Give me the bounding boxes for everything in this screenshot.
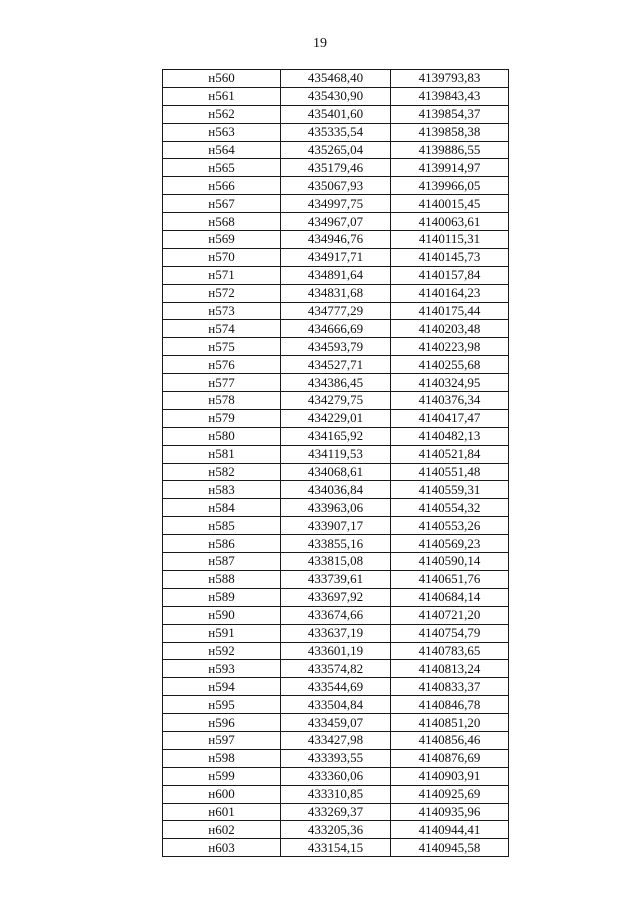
y-coordinate-cell: 4140521,84 xyxy=(391,445,509,463)
table-row xyxy=(163,553,509,571)
x-coordinate-cell: 433459,07 xyxy=(281,714,391,732)
x-coordinate-cell: 434279,75 xyxy=(281,392,391,410)
x-coordinate-cell: 434119,53 xyxy=(281,445,391,463)
point-id-cell: н592 xyxy=(163,642,281,660)
y-coordinate-cell: 4140164,23 xyxy=(391,284,509,302)
y-coordinate-cell: 4140590,14 xyxy=(391,553,509,571)
point-id-cell: н580 xyxy=(163,427,281,445)
x-coordinate-cell: 434666,69 xyxy=(281,320,391,338)
y-coordinate-cell: 4139793,83 xyxy=(391,70,509,88)
table-row xyxy=(163,266,509,284)
y-coordinate-cell: 4140203,48 xyxy=(391,320,509,338)
x-coordinate-cell: 433637,19 xyxy=(281,624,391,642)
table-row xyxy=(163,588,509,606)
table-row xyxy=(163,248,509,266)
table-row xyxy=(163,731,509,749)
y-coordinate-cell: 4140851,20 xyxy=(391,714,509,732)
y-coordinate-cell: 4140684,14 xyxy=(391,588,509,606)
point-id-cell: н573 xyxy=(163,302,281,320)
x-coordinate-cell: 434593,79 xyxy=(281,338,391,356)
point-id-cell: н603 xyxy=(163,839,281,857)
x-coordinate-cell: 434386,45 xyxy=(281,374,391,392)
table-row xyxy=(163,356,509,374)
y-coordinate-cell: 4140324,95 xyxy=(391,374,509,392)
table-row xyxy=(163,481,509,499)
x-coordinate-cell: 434527,71 xyxy=(281,356,391,374)
table-row xyxy=(163,445,509,463)
point-id-cell: н599 xyxy=(163,767,281,785)
y-coordinate-cell: 4140856,46 xyxy=(391,731,509,749)
point-id-cell: н571 xyxy=(163,266,281,284)
x-coordinate-cell: 433154,15 xyxy=(281,839,391,857)
x-coordinate-cell: 435265,04 xyxy=(281,141,391,159)
y-coordinate-cell: 4140554,32 xyxy=(391,499,509,517)
y-coordinate-cell: 4140157,84 xyxy=(391,266,509,284)
y-coordinate-cell: 4140846,78 xyxy=(391,696,509,714)
point-id-cell: н584 xyxy=(163,499,281,517)
y-coordinate-cell: 4140721,20 xyxy=(391,606,509,624)
x-coordinate-cell: 433269,37 xyxy=(281,803,391,821)
page-number: 19 xyxy=(313,36,327,51)
y-coordinate-cell: 4140903,91 xyxy=(391,767,509,785)
y-coordinate-cell: 4140417,47 xyxy=(391,409,509,427)
point-id-cell: н583 xyxy=(163,481,281,499)
table-row xyxy=(163,660,509,678)
x-coordinate-cell: 433574,82 xyxy=(281,660,391,678)
y-coordinate-cell: 4140651,76 xyxy=(391,570,509,588)
point-id-cell: н577 xyxy=(163,374,281,392)
x-coordinate-cell: 435401,60 xyxy=(281,105,391,123)
table-row xyxy=(163,517,509,535)
point-id-cell: н588 xyxy=(163,570,281,588)
table-row xyxy=(163,606,509,624)
point-id-cell: н587 xyxy=(163,553,281,571)
point-id-cell: н581 xyxy=(163,445,281,463)
x-coordinate-cell: 433815,08 xyxy=(281,553,391,571)
x-coordinate-cell: 434946,76 xyxy=(281,231,391,249)
table-row xyxy=(163,141,509,159)
table-row xyxy=(163,749,509,767)
point-id-cell: н563 xyxy=(163,123,281,141)
y-coordinate-cell: 4139966,05 xyxy=(391,177,509,195)
table-row xyxy=(163,803,509,821)
table-row xyxy=(163,213,509,231)
table-row xyxy=(163,785,509,803)
point-id-cell: н575 xyxy=(163,338,281,356)
x-coordinate-cell: 433697,92 xyxy=(281,588,391,606)
point-id-cell: н561 xyxy=(163,87,281,105)
point-id-cell: н589 xyxy=(163,588,281,606)
x-coordinate-cell: 433907,17 xyxy=(281,517,391,535)
table-row xyxy=(163,696,509,714)
y-coordinate-cell: 4139886,55 xyxy=(391,141,509,159)
table-row xyxy=(163,678,509,696)
y-coordinate-cell: 4140813,24 xyxy=(391,660,509,678)
table-row xyxy=(163,767,509,785)
table-row xyxy=(163,195,509,213)
point-id-cell: н562 xyxy=(163,105,281,123)
point-id-cell: н594 xyxy=(163,678,281,696)
table-row xyxy=(163,392,509,410)
point-id-cell: н574 xyxy=(163,320,281,338)
x-coordinate-cell: 433739,61 xyxy=(281,570,391,588)
x-coordinate-cell: 435468,40 xyxy=(281,70,391,88)
y-coordinate-cell: 4140876,69 xyxy=(391,749,509,767)
table-row xyxy=(163,535,509,553)
point-id-cell: н591 xyxy=(163,624,281,642)
y-coordinate-cell: 4140223,98 xyxy=(391,338,509,356)
point-id-cell: н601 xyxy=(163,803,281,821)
table-row xyxy=(163,374,509,392)
x-coordinate-cell: 434068,61 xyxy=(281,463,391,481)
x-coordinate-cell: 433360,06 xyxy=(281,767,391,785)
x-coordinate-cell: 433427,98 xyxy=(281,731,391,749)
y-coordinate-cell: 4140925,69 xyxy=(391,785,509,803)
x-coordinate-cell: 433544,69 xyxy=(281,678,391,696)
x-coordinate-cell: 434997,75 xyxy=(281,195,391,213)
table-row xyxy=(163,320,509,338)
y-coordinate-cell: 4140376,34 xyxy=(391,392,509,410)
y-coordinate-cell: 4140551,48 xyxy=(391,463,509,481)
point-id-cell: н568 xyxy=(163,213,281,231)
y-coordinate-cell: 4140063,61 xyxy=(391,213,509,231)
table-row xyxy=(163,105,509,123)
y-coordinate-cell: 4140255,68 xyxy=(391,356,509,374)
point-id-cell: н600 xyxy=(163,785,281,803)
y-coordinate-cell: 4140482,13 xyxy=(391,427,509,445)
point-id-cell: н598 xyxy=(163,749,281,767)
table-row xyxy=(163,642,509,660)
table-row xyxy=(163,570,509,588)
table-row xyxy=(163,624,509,642)
x-coordinate-cell: 434229,01 xyxy=(281,409,391,427)
x-coordinate-cell: 434777,29 xyxy=(281,302,391,320)
x-coordinate-cell: 434967,07 xyxy=(281,213,391,231)
y-coordinate-cell: 4139914,97 xyxy=(391,159,509,177)
x-coordinate-cell: 434917,71 xyxy=(281,248,391,266)
x-coordinate-cell: 434165,92 xyxy=(281,427,391,445)
table-row xyxy=(163,87,509,105)
table-row xyxy=(163,821,509,839)
x-coordinate-cell: 433205,36 xyxy=(281,821,391,839)
table-row xyxy=(163,231,509,249)
x-coordinate-cell: 435179,46 xyxy=(281,159,391,177)
y-coordinate-cell: 4140115,31 xyxy=(391,231,509,249)
point-id-cell: н590 xyxy=(163,606,281,624)
point-id-cell: н579 xyxy=(163,409,281,427)
table-row xyxy=(163,70,509,88)
y-coordinate-cell: 4140945,58 xyxy=(391,839,509,857)
y-coordinate-cell: 4140175,44 xyxy=(391,302,509,320)
x-coordinate-cell: 433963,06 xyxy=(281,499,391,517)
point-id-cell: н595 xyxy=(163,696,281,714)
table-row xyxy=(163,427,509,445)
table-row xyxy=(163,463,509,481)
y-coordinate-cell: 4139854,37 xyxy=(391,105,509,123)
point-id-cell: н566 xyxy=(163,177,281,195)
x-coordinate-cell: 433393,55 xyxy=(281,749,391,767)
y-coordinate-cell: 4140145,73 xyxy=(391,248,509,266)
point-id-cell: н578 xyxy=(163,392,281,410)
point-id-cell: н593 xyxy=(163,660,281,678)
y-coordinate-cell: 4140553,26 xyxy=(391,517,509,535)
x-coordinate-cell: 435430,90 xyxy=(281,87,391,105)
x-coordinate-cell: 434831,68 xyxy=(281,284,391,302)
point-id-cell: н582 xyxy=(163,463,281,481)
point-id-cell: н596 xyxy=(163,714,281,732)
x-coordinate-cell: 433310,85 xyxy=(281,785,391,803)
point-id-cell: н602 xyxy=(163,821,281,839)
point-id-cell: н567 xyxy=(163,195,281,213)
point-id-cell: н560 xyxy=(163,70,281,88)
x-coordinate-cell: 434891,64 xyxy=(281,266,391,284)
y-coordinate-cell: 4139843,43 xyxy=(391,87,509,105)
point-id-cell: н569 xyxy=(163,231,281,249)
point-id-cell: н597 xyxy=(163,731,281,749)
y-coordinate-cell: 4140833,37 xyxy=(391,678,509,696)
y-coordinate-cell: 4140783,65 xyxy=(391,642,509,660)
coordinates-table xyxy=(162,69,509,857)
y-coordinate-cell: 4140935,96 xyxy=(391,803,509,821)
table-row xyxy=(163,284,509,302)
point-id-cell: н576 xyxy=(163,356,281,374)
point-id-cell: н585 xyxy=(163,517,281,535)
x-coordinate-cell: 433601,19 xyxy=(281,642,391,660)
y-coordinate-cell: 4140559,31 xyxy=(391,481,509,499)
table-row xyxy=(163,839,509,857)
x-coordinate-cell: 435067,93 xyxy=(281,177,391,195)
table-row xyxy=(163,499,509,517)
x-coordinate-cell: 434036,84 xyxy=(281,481,391,499)
table-row xyxy=(163,123,509,141)
x-coordinate-cell: 433855,16 xyxy=(281,535,391,553)
x-coordinate-cell: 433504,84 xyxy=(281,696,391,714)
table-row xyxy=(163,159,509,177)
table-row xyxy=(163,714,509,732)
table-row xyxy=(163,409,509,427)
table-row xyxy=(163,177,509,195)
table-row xyxy=(163,302,509,320)
point-id-cell: н564 xyxy=(163,141,281,159)
point-id-cell: н572 xyxy=(163,284,281,302)
y-coordinate-cell: 4140015,45 xyxy=(391,195,509,213)
x-coordinate-cell: 433674,66 xyxy=(281,606,391,624)
x-coordinate-cell: 435335,54 xyxy=(281,123,391,141)
y-coordinate-cell: 4140944,41 xyxy=(391,821,509,839)
y-coordinate-cell: 4139858,38 xyxy=(391,123,509,141)
coordinates-table-body xyxy=(163,70,509,857)
table-row xyxy=(163,338,509,356)
y-coordinate-cell: 4140754,79 xyxy=(391,624,509,642)
y-coordinate-cell: 4140569,23 xyxy=(391,535,509,553)
point-id-cell: н565 xyxy=(163,159,281,177)
point-id-cell: н586 xyxy=(163,535,281,553)
point-id-cell: н570 xyxy=(163,248,281,266)
